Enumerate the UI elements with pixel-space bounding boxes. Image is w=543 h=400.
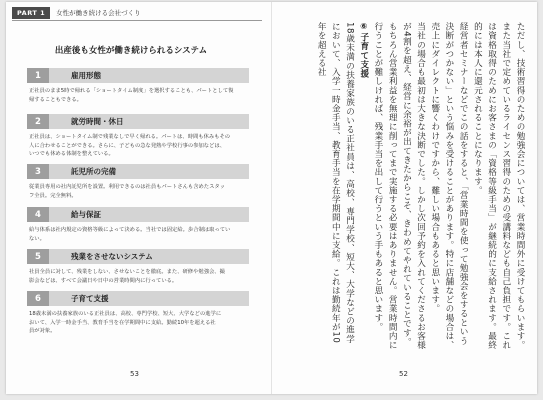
item-number: 4	[27, 207, 49, 222]
item-number: 1	[27, 68, 49, 83]
paragraph: 当社の場合も最初は大きな決断でした。しかし次回予約を入れてくださるお客様が4割を超え、経営に余裕が出てきたからこそ、きわめてやれていることです。	[401, 22, 426, 350]
paragraph: ただし、技術習得のための勉強会については、営業時間外に受けてもらいます。また当社で定めているライセンス習得のための受講料なども自己負担です。これは資格取得のためにお客さまの「資格等級手当」が継続的に支給されます。最終的には本人に還元されることになります。	[472, 22, 525, 350]
item-description: 給与体系は社内規定の資格等級によって決める。当社では固定給。歩合制は取ってい ない。	[29, 227, 231, 242]
part-title: 女性が働き続ける会社づくり	[56, 9, 141, 17]
page-number-left: 53	[130, 370, 139, 378]
system-item-2	[27, 114, 249, 159]
system-item-6	[27, 291, 249, 336]
item-description: 従業員専用の社内託児所を設置。利用できるのは社員もパートさんも含めたスタッ フ全員。完全無料。	[29, 184, 225, 199]
paragraph: 経営者セミナーなどでこの話をすると、「営業時間を使って勉強会をするという決断がつかない」という悩みを受けることがあります。特に店舗などの場合は、売上にダイレクトに響くわけですから、難しい場合もあると思います。	[429, 22, 469, 350]
item-bar	[27, 207, 249, 222]
item-number: 3	[27, 164, 49, 179]
right-page	[272, 2, 537, 394]
item-label: 雇用形態	[71, 71, 101, 80]
item-bar	[27, 249, 249, 264]
item-label: 託児所の完備	[71, 167, 116, 176]
header-rule	[12, 20, 262, 21]
item-bar	[27, 68, 249, 83]
item-label: 子育て支援	[71, 294, 109, 303]
system-item-5	[27, 249, 249, 285]
page-number-right: 52	[399, 370, 408, 378]
part-header	[12, 6, 141, 19]
vertical-body-text	[287, 22, 527, 352]
item-number: 2	[27, 114, 49, 129]
left-page	[6, 2, 271, 394]
item-description: 正社員は、ショートタイム制で残業なしで早く帰れる。パートは、時間も休みもその 人に合わせることができる。さらに、子どもの急な発熱や学校行事の参加などは、 いつでも休める体制を整えている。	[29, 134, 231, 158]
item-description: 18歳未満の扶養家族のいる正社員は、高校、専門学校、短大、大学などの進学に おいて、入学一時金手当、教育手当を在学期間中に支給。勤続10年を超える社 員が対象。	[29, 311, 222, 335]
section-title: 出産後も女性が働き続けられるシステム	[54, 46, 208, 56]
system-item-3	[27, 164, 249, 200]
item-description: 社員全員に対して、残業をしない、させないことを徹底。また、研修や勉強会、撮 影会などは、すべて会議日や日中の営業時間内に行っている。	[29, 269, 225, 284]
item-label: 残業をさせないシステム	[71, 252, 153, 261]
item-bar	[27, 114, 249, 129]
paragraph: 18歳未満の扶養家族のいる正社員は、高校、専門学校、短大、大学などの進学において、入学一時金手当、教育手当を在学期間中に支給。これは勤続年が10年を超える社	[316, 22, 355, 344]
item-description: 正社員のまま5時で帰れる「ショートタイム制度」を選択することも、パートとして復 帰することもできる。	[29, 88, 234, 103]
item-number: 5	[27, 249, 49, 264]
item-label: 就労時間・休日	[71, 117, 124, 126]
item-label: 給与保証	[71, 210, 101, 219]
subheading: ⑥子育て支援	[358, 22, 369, 78]
item-number: 6	[27, 291, 49, 306]
item-bar	[27, 291, 249, 306]
system-item-4	[27, 207, 249, 243]
item-bar	[27, 164, 249, 179]
paragraph: もちろん営業利益を無理に削ってまで実施する必要はありません。営業時間内に行うことが難しければ、残業手当を出して行うという手もあると思います。	[372, 22, 398, 350]
system-item-1	[27, 68, 249, 104]
part-badge: PART 1	[12, 7, 50, 19]
